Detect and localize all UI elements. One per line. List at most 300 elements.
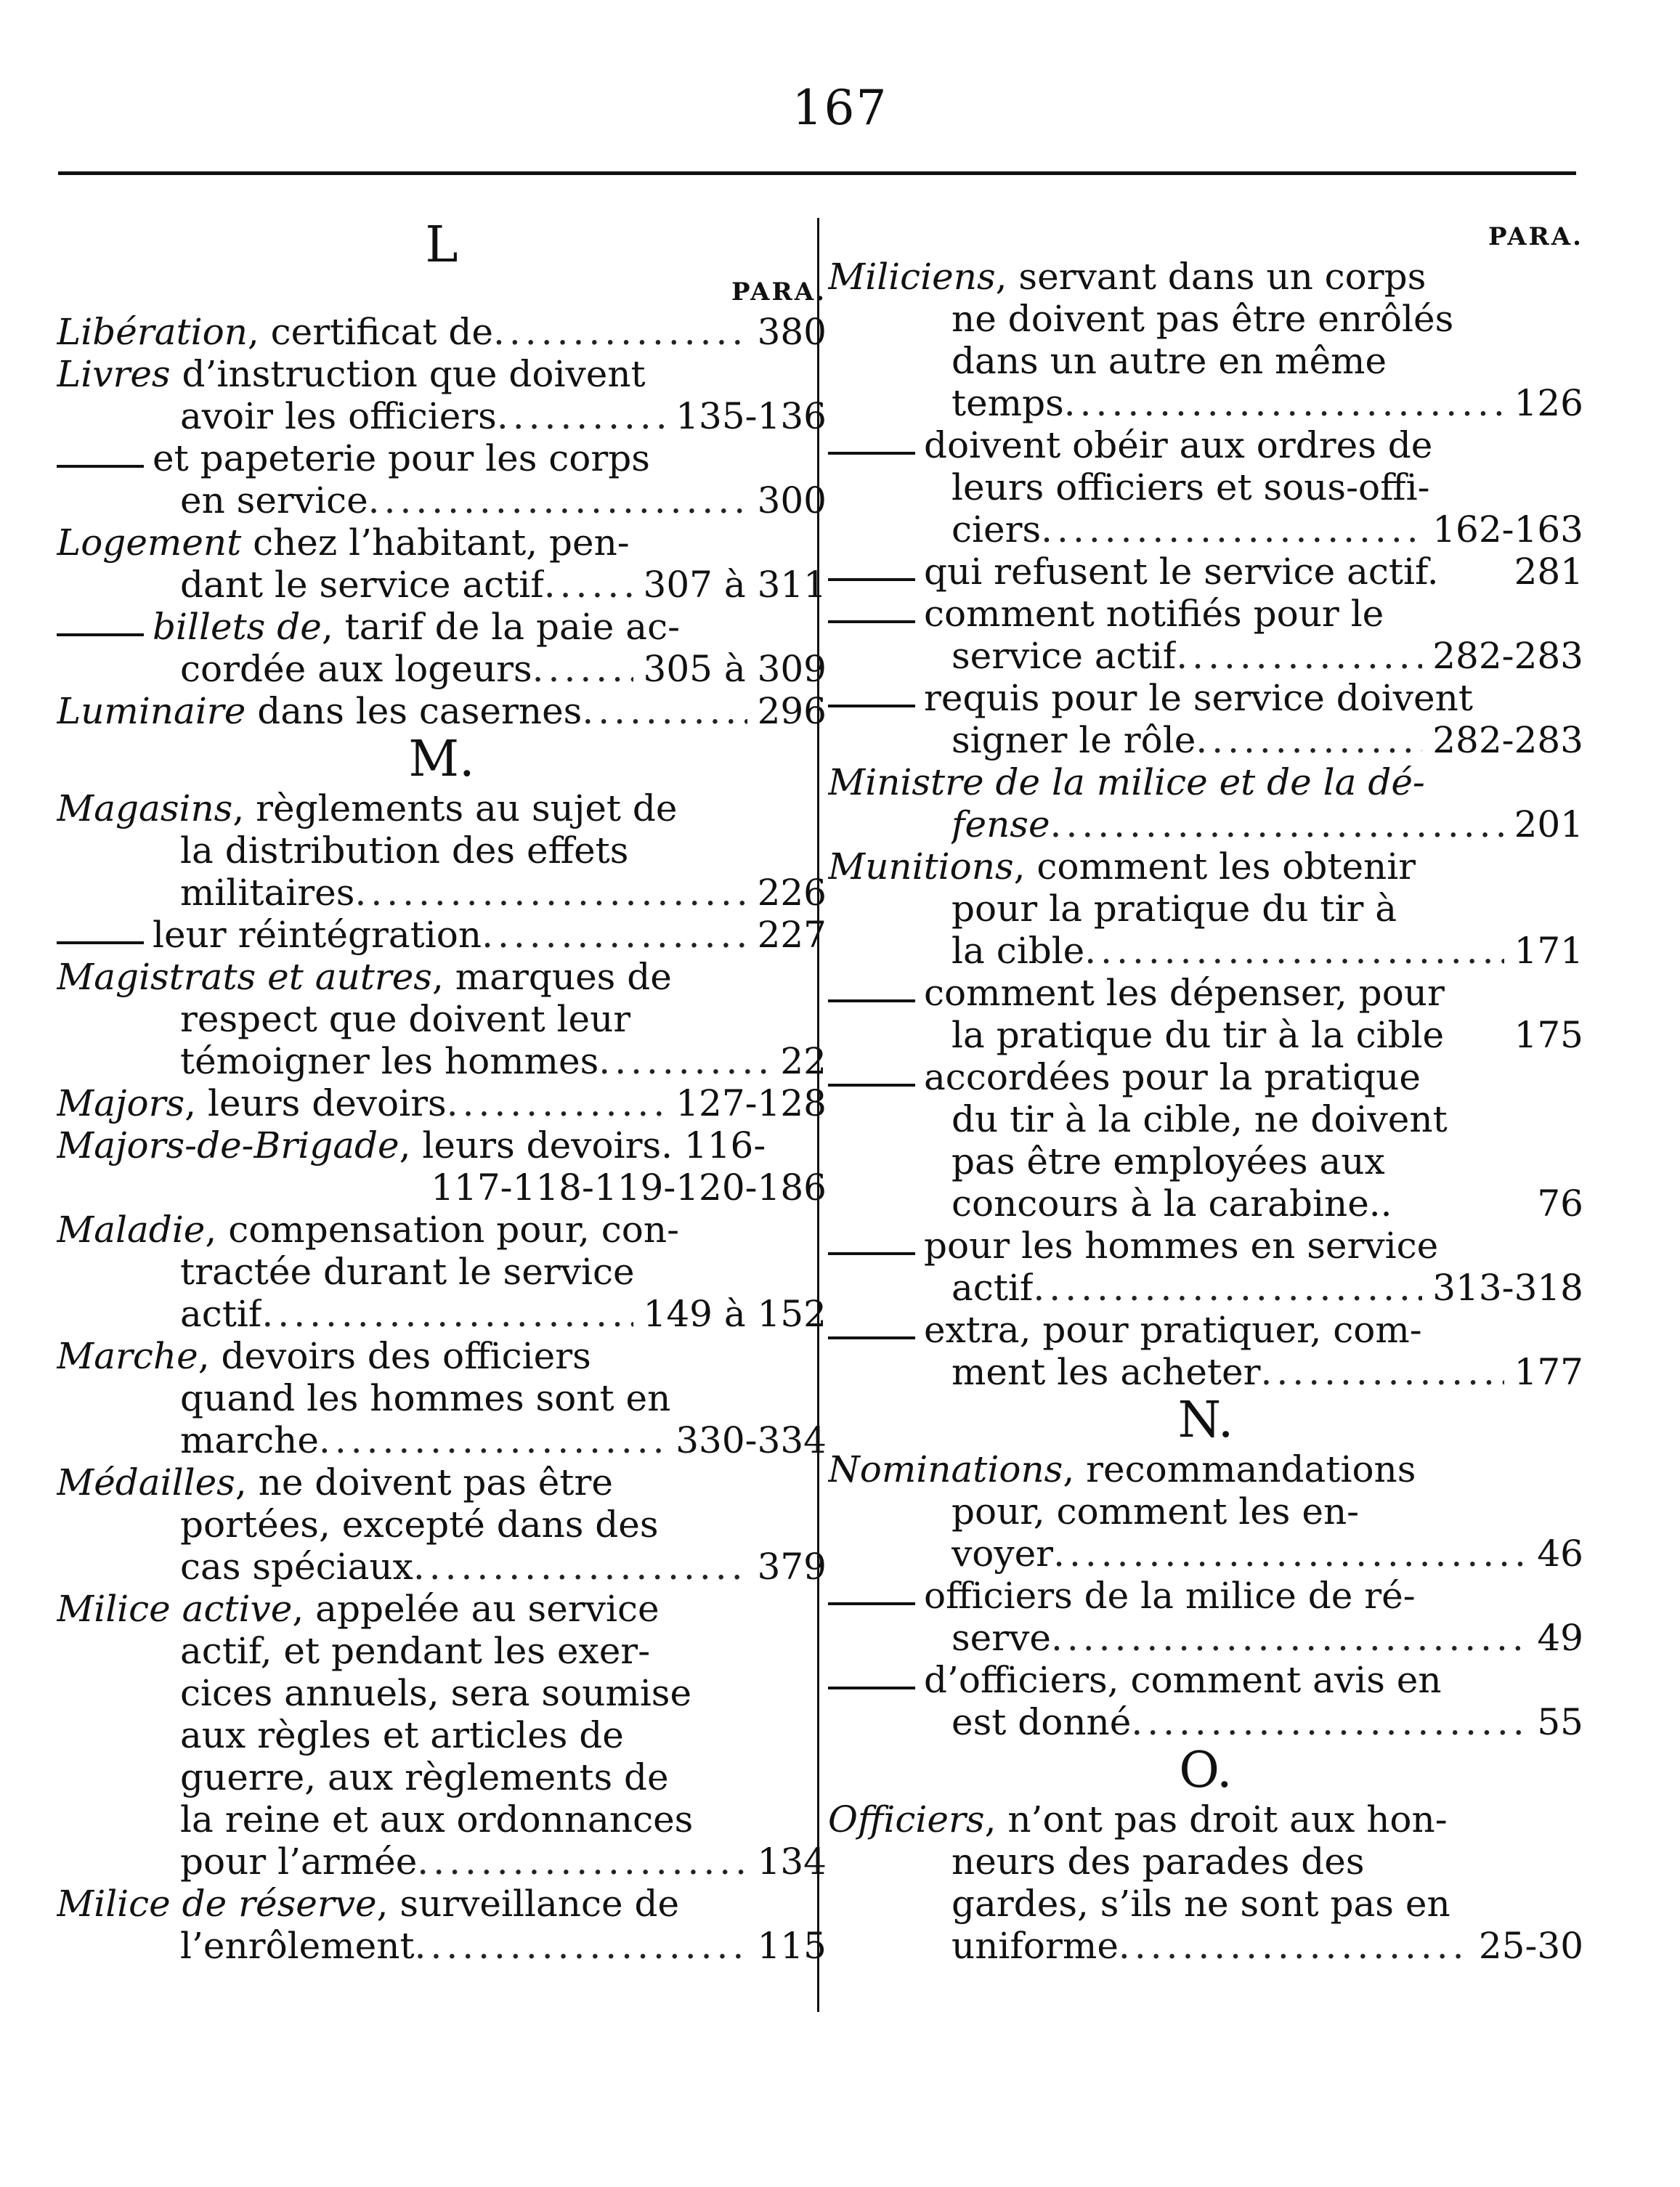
entry-text (951, 382, 1064, 424)
entry-heading: Libération (57, 311, 248, 353)
entry-text (153, 437, 650, 479)
entry-text (180, 1504, 659, 1546)
entry-line (828, 340, 1583, 382)
entry-description: , servant dans un corps (995, 256, 1427, 298)
entry-line (57, 956, 827, 998)
entry-text (180, 395, 497, 437)
entry-line (57, 1251, 827, 1293)
entry-description: , ne doivent pas être (235, 1461, 613, 1504)
paragraph-reference: 55 (1537, 1701, 1583, 1743)
entry-text (180, 1377, 670, 1419)
leader-dots (368, 479, 747, 522)
entry-line (828, 1182, 1583, 1225)
entry-description: , règlements au sujet de (232, 787, 678, 829)
paragraph-reference: 175 (1514, 1014, 1583, 1056)
paragraph-reference: 281 (1514, 551, 1583, 593)
entry-description: qui refusent le service actif. (924, 551, 1439, 593)
index-entry (828, 677, 1583, 761)
entry-description: , comment les obtenir (1013, 845, 1416, 888)
leader-dots (582, 690, 747, 732)
entry-text (951, 1490, 1359, 1533)
entry-text (180, 1756, 669, 1798)
entry-line (57, 1630, 827, 1672)
entry-line (828, 551, 1583, 593)
entry-description: service actif (951, 635, 1177, 677)
entry-description: uniforme (951, 1925, 1119, 1967)
entry-description: pas être employées aux (951, 1140, 1385, 1182)
dash-mark (828, 705, 915, 707)
leader-dots (447, 1082, 666, 1124)
entry-line (57, 606, 827, 648)
entry-description: la distribution des effets (180, 829, 629, 872)
paragraph-reference: 282-283 (1432, 719, 1583, 761)
dash-mark (828, 578, 915, 581)
entry-text (951, 888, 1397, 930)
index-entry (57, 1461, 827, 1588)
dash-mark (828, 452, 915, 455)
paragraph-reference: 134 (757, 1841, 827, 1883)
entry-line (828, 1225, 1583, 1267)
entry-line (828, 466, 1583, 508)
entry-text (57, 311, 493, 353)
leader-dots (1261, 1351, 1504, 1393)
leader-dots (1176, 635, 1422, 677)
leader-dots (1196, 719, 1422, 761)
entry-line (828, 1701, 1583, 1743)
leader-dots (1041, 508, 1422, 551)
leader-dots (1064, 382, 1504, 424)
paragraph-reference: 25-30 (1478, 1925, 1583, 1967)
entry-text (180, 829, 628, 872)
left-column (57, 218, 827, 1967)
paragraph-reference: 22 (780, 1040, 827, 1082)
page-number: 167 (792, 80, 888, 136)
entry-text (180, 1293, 261, 1335)
dash-mark (828, 1602, 915, 1605)
entry-description: la pratique du tir à la cible (951, 1014, 1445, 1056)
paragraph-reference: 307 à 311 (643, 564, 827, 606)
entry-description: signer le rôle (951, 719, 1196, 761)
entry-text (951, 466, 1430, 508)
index-entry (828, 1056, 1583, 1225)
section-letter: L (425, 216, 458, 274)
entry-description: actif (951, 1267, 1034, 1309)
leader-dots (1119, 1925, 1469, 1967)
entry-text (57, 1335, 591, 1377)
index-entry (57, 1883, 827, 1967)
entry-heading: Milice de réserve (57, 1883, 377, 1925)
entry-text (924, 677, 1473, 719)
entry-description: , compensation pour, con- (205, 1209, 679, 1251)
entry-description: d’officiers, comment avis en (924, 1659, 1442, 1701)
entry-description: la reine et aux ordonnances (180, 1798, 694, 1841)
entry-description: ne doivent pas être enrôlés (951, 298, 1454, 340)
index-entry (828, 845, 1583, 972)
entry-description: , certificat de (247, 311, 494, 353)
index-entry (828, 256, 1583, 424)
entry-description: , appelée au service (292, 1588, 660, 1630)
entry-text (924, 1309, 1422, 1351)
entry-text (951, 719, 1196, 761)
entry-line (828, 1617, 1583, 1659)
paragraph-reference: 227 (757, 914, 827, 956)
index-entry (57, 787, 827, 914)
entry-text (180, 1798, 693, 1841)
entry-line (828, 1267, 1583, 1309)
entry-description: du tir à la cible, ne doivent (951, 1098, 1448, 1140)
paragraph-reference: 76 (1537, 1182, 1583, 1225)
entry-description: est donné (951, 1701, 1132, 1743)
entry-text (951, 1014, 1444, 1056)
entry-text (951, 1617, 1051, 1659)
paragraph-reference: 126 (1514, 382, 1583, 424)
entry-line (57, 1419, 827, 1461)
entry-line (828, 1140, 1583, 1182)
entry-description: officiers de la milice de ré- (924, 1575, 1416, 1617)
entry-description: pour l’armée (180, 1841, 418, 1883)
paragraph-reference: 379 (757, 1546, 827, 1588)
entry-line (57, 1883, 827, 1925)
index-entry (828, 1798, 1583, 1967)
entry-line (57, 787, 827, 829)
entry-line (828, 930, 1583, 972)
entry-heading: Magasins (57, 787, 233, 829)
entry-line (57, 1461, 827, 1504)
leader-dots (1033, 1267, 1422, 1309)
entry-heading: Majors-de-Brigade (57, 1124, 399, 1166)
entry-text (951, 1841, 1365, 1883)
leader-dots (1131, 1701, 1527, 1743)
section-letter: N. (1177, 1392, 1234, 1449)
entry-text (951, 1182, 1392, 1225)
entry-heading: Milice active (57, 1588, 293, 1630)
leader-dots (1084, 930, 1504, 972)
entry-description: , marques de (431, 956, 672, 998)
entry-description: militaires (180, 872, 355, 914)
entry-description: en service (180, 479, 368, 522)
entry-text (951, 635, 1176, 677)
paragraph-reference: 296 (757, 690, 827, 732)
entry-text (951, 340, 1387, 382)
entry-description: cices annuels, sera soumise (180, 1672, 692, 1714)
entry-line (828, 761, 1583, 803)
entry-description: neurs des parades des (951, 1841, 1365, 1883)
entry-line (828, 719, 1583, 761)
paragraph-reference: 380 (757, 311, 827, 353)
leader-dots (413, 1546, 747, 1588)
index-entry (828, 1309, 1583, 1393)
leader-dots (415, 1925, 747, 1967)
entry-line (57, 1209, 827, 1251)
entry-line (57, 1756, 827, 1798)
entry-line (57, 1672, 827, 1714)
entry-line (57, 1504, 827, 1546)
entry-text (153, 606, 680, 648)
index-entry (57, 1335, 827, 1461)
entry-text (180, 1419, 319, 1461)
index-entry (57, 1124, 827, 1209)
entry-description: aux règles et articles de (180, 1714, 624, 1756)
entry-text (153, 914, 482, 956)
entry-text (180, 1546, 413, 1588)
entry-line (828, 1098, 1583, 1140)
index-entry (828, 1575, 1583, 1659)
entry-description: serve (951, 1617, 1051, 1659)
entry-heading: Ministre de la milice et de la dé- (828, 761, 1425, 803)
entry-text (57, 690, 582, 732)
entry-text (951, 1925, 1119, 1967)
index-entry (57, 353, 827, 437)
entry-heading: Nominations (828, 1448, 1063, 1490)
entry-text (431, 1166, 827, 1209)
entry-heading: Livres (57, 353, 171, 395)
entry-line (828, 1014, 1583, 1056)
entry-text (828, 1448, 1416, 1490)
entry-description: gardes, s’ils ne sont pas en (951, 1883, 1450, 1925)
dash-mark (57, 633, 144, 636)
entry-line (828, 298, 1583, 340)
entry-line (828, 1798, 1583, 1841)
entry-line (828, 845, 1583, 888)
paragraph-reference: 149 à 152 (643, 1293, 827, 1335)
entry-text (180, 998, 630, 1040)
entry-description: la cible (951, 930, 1085, 972)
index-entry (57, 956, 827, 1082)
paragraph-reference: 46 (1537, 1533, 1583, 1575)
entry-line (828, 1925, 1583, 1967)
header-rule (58, 171, 1576, 175)
entry-line (828, 677, 1583, 719)
entry-line (828, 1883, 1583, 1925)
entry-text (180, 872, 354, 914)
entry-text (951, 298, 1453, 340)
index-entry (57, 1588, 827, 1883)
entry-text (951, 1351, 1261, 1393)
entry-description: , tarif de la paie ac- (321, 606, 680, 648)
entry-description: et papeterie pour les corps (153, 437, 650, 479)
entry-description: chez l’habitant, pen- (241, 522, 630, 564)
entry-description: extra, pour pratiquer, com- (924, 1309, 1422, 1351)
paragraph-reference: 313-318 (1432, 1267, 1583, 1309)
index-entry (57, 1082, 827, 1124)
entry-line (828, 1309, 1583, 1351)
entry-line (57, 1798, 827, 1841)
entry-text (57, 956, 672, 998)
entry-description: comment les dépenser, pour (924, 972, 1445, 1014)
entry-text (924, 972, 1445, 1014)
entry-text (828, 845, 1416, 888)
para-label: PARA. (731, 277, 827, 307)
entry-description: pour, comment les en- (951, 1490, 1360, 1533)
entry-line (57, 872, 827, 914)
paragraph-reference: 177 (1514, 1351, 1583, 1393)
entry-line (57, 914, 827, 956)
index-entry (828, 761, 1583, 845)
entry-line (57, 690, 827, 732)
entry-description: accordées pour la pratique (924, 1056, 1421, 1098)
entry-line (57, 522, 827, 564)
index-entry (828, 1225, 1583, 1309)
entry-line (57, 1082, 827, 1124)
entry-description: leurs officiers et sous-offi- (951, 466, 1430, 508)
entry-line (828, 1490, 1583, 1533)
entry-description: portées, excepté dans des (180, 1504, 659, 1546)
entry-text (180, 648, 532, 690)
entry-text (924, 551, 1439, 593)
index-entry (57, 690, 827, 732)
section-letter: O. (1179, 1742, 1233, 1799)
index-entry (828, 1659, 1583, 1743)
entry-description: pour la pratique du tir à (951, 888, 1397, 930)
entry-text (951, 508, 1041, 551)
entry-description: d’instruction que doivent (170, 353, 646, 395)
dash-mark (828, 1687, 915, 1689)
entry-line (57, 1040, 827, 1082)
index-entry (57, 522, 827, 606)
entry-line (57, 1377, 827, 1419)
dash-mark (828, 620, 915, 623)
entry-line (828, 1533, 1583, 1575)
entry-heading: Médailles (57, 1461, 235, 1504)
paragraph-reference: 49 (1537, 1617, 1583, 1659)
entry-description: l’enrôlement (180, 1925, 415, 1967)
dash-mark (828, 1252, 915, 1255)
entry-line (828, 256, 1583, 298)
entry-line (828, 1056, 1583, 1098)
leader-dots (319, 1419, 665, 1461)
leader-dots (497, 395, 665, 437)
entry-text (180, 479, 368, 522)
paragraph-reference: 226 (757, 872, 827, 914)
entry-text (951, 1098, 1448, 1140)
entry-description: concours à la carabine.. (951, 1182, 1392, 1225)
entry-description: , leurs devoirs. 116- (399, 1124, 766, 1166)
entry-text (180, 1630, 650, 1672)
index-entry (828, 972, 1583, 1056)
entry-text (57, 522, 630, 564)
paragraph-reference: 282-283 (1432, 635, 1583, 677)
entry-line (57, 564, 827, 606)
entry-description: marche (180, 1419, 319, 1461)
entry-text (57, 1461, 613, 1504)
paragraph-reference: 162-163 (1432, 508, 1583, 551)
entry-line (57, 1293, 827, 1335)
entry-text (924, 1225, 1438, 1267)
index-entry (57, 311, 827, 353)
entry-text (57, 1124, 766, 1166)
entry-text (951, 1140, 1385, 1182)
entry-description: actif (180, 1293, 262, 1335)
entry-description: , surveillance de (376, 1883, 680, 1925)
paragraph-reference: 305 à 309 (643, 648, 827, 690)
entry-line (828, 1448, 1583, 1490)
index-entry (57, 437, 827, 522)
paragraph-reference: 135-136 (675, 395, 827, 437)
entry-heading: Majors (57, 1082, 185, 1124)
entry-description: avoir les officiers (180, 395, 497, 437)
entry-line (828, 635, 1583, 677)
entry-line (828, 888, 1583, 930)
entry-line (57, 437, 827, 479)
entry-description: cas spéciaux (180, 1546, 413, 1588)
para-label: PARA. (1488, 222, 1583, 251)
entry-description: 117-118-119-120-186 (431, 1166, 827, 1209)
section-letter: M. (408, 731, 475, 788)
entry-line (57, 353, 827, 395)
entry-text (924, 424, 1432, 466)
entry-line (57, 1124, 827, 1166)
entry-line (828, 508, 1583, 551)
entry-line (57, 1714, 827, 1756)
dash-mark (828, 999, 915, 1002)
entry-text (828, 256, 1426, 298)
paragraph-reference: 127-128 (675, 1082, 827, 1124)
entry-description: dant le service actif (180, 564, 544, 606)
dash-mark (57, 941, 144, 944)
leader-dots (532, 648, 633, 690)
leader-dots (1051, 1617, 1527, 1659)
leader-dots (482, 914, 747, 956)
entry-line (57, 311, 827, 353)
entry-description: requis pour le service doivent (924, 677, 1473, 719)
entry-text (180, 1251, 635, 1293)
entry-line (57, 1546, 827, 1588)
entry-description: actif, et pendant les exer- (180, 1630, 651, 1672)
entry-text (57, 353, 646, 395)
leader-dots (261, 1293, 633, 1335)
dash-mark (828, 1336, 915, 1339)
entry-text (57, 1209, 679, 1251)
entry-heading: fense (951, 803, 1050, 845)
entry-line (57, 998, 827, 1040)
entry-description: ment les acheter (951, 1351, 1261, 1393)
entry-heading: Luminaire (57, 690, 246, 732)
entry-heading: Miliciens (828, 256, 996, 298)
entry-heading: Maladie (57, 1209, 206, 1251)
dash-mark (57, 465, 144, 468)
entry-text (951, 930, 1084, 972)
entry-line (828, 1659, 1583, 1701)
entry-description: leur réintégration (153, 914, 482, 956)
entry-description: comment notifiés pour le (924, 593, 1384, 635)
entry-line (828, 803, 1583, 845)
paragraph-reference: 171 (1514, 930, 1583, 972)
entry-line (57, 1588, 827, 1630)
entry-heading: billets de (153, 606, 322, 648)
paragraph-reference: 115 (757, 1925, 827, 1967)
entry-text (951, 803, 1050, 845)
entry-text (924, 593, 1384, 635)
leader-dots (598, 1040, 770, 1082)
entry-line (57, 1841, 827, 1883)
index-entry (828, 424, 1583, 551)
entry-line (828, 972, 1583, 1014)
leader-dots (493, 311, 747, 353)
dash-mark (828, 1084, 915, 1087)
index-entry (57, 606, 827, 690)
entry-text (180, 1672, 691, 1714)
entry-description: dans les casernes (245, 690, 583, 732)
paragraph-reference: 330-334 (675, 1419, 827, 1461)
index-entry (828, 551, 1583, 593)
entry-text (951, 1267, 1033, 1309)
entry-heading: Marche (57, 1335, 198, 1377)
entry-description: témoigner les hommes (180, 1040, 599, 1082)
entry-line (828, 382, 1583, 424)
paragraph-reference: 300 (757, 479, 827, 522)
right-column (828, 218, 1583, 1967)
entry-line (57, 829, 827, 872)
